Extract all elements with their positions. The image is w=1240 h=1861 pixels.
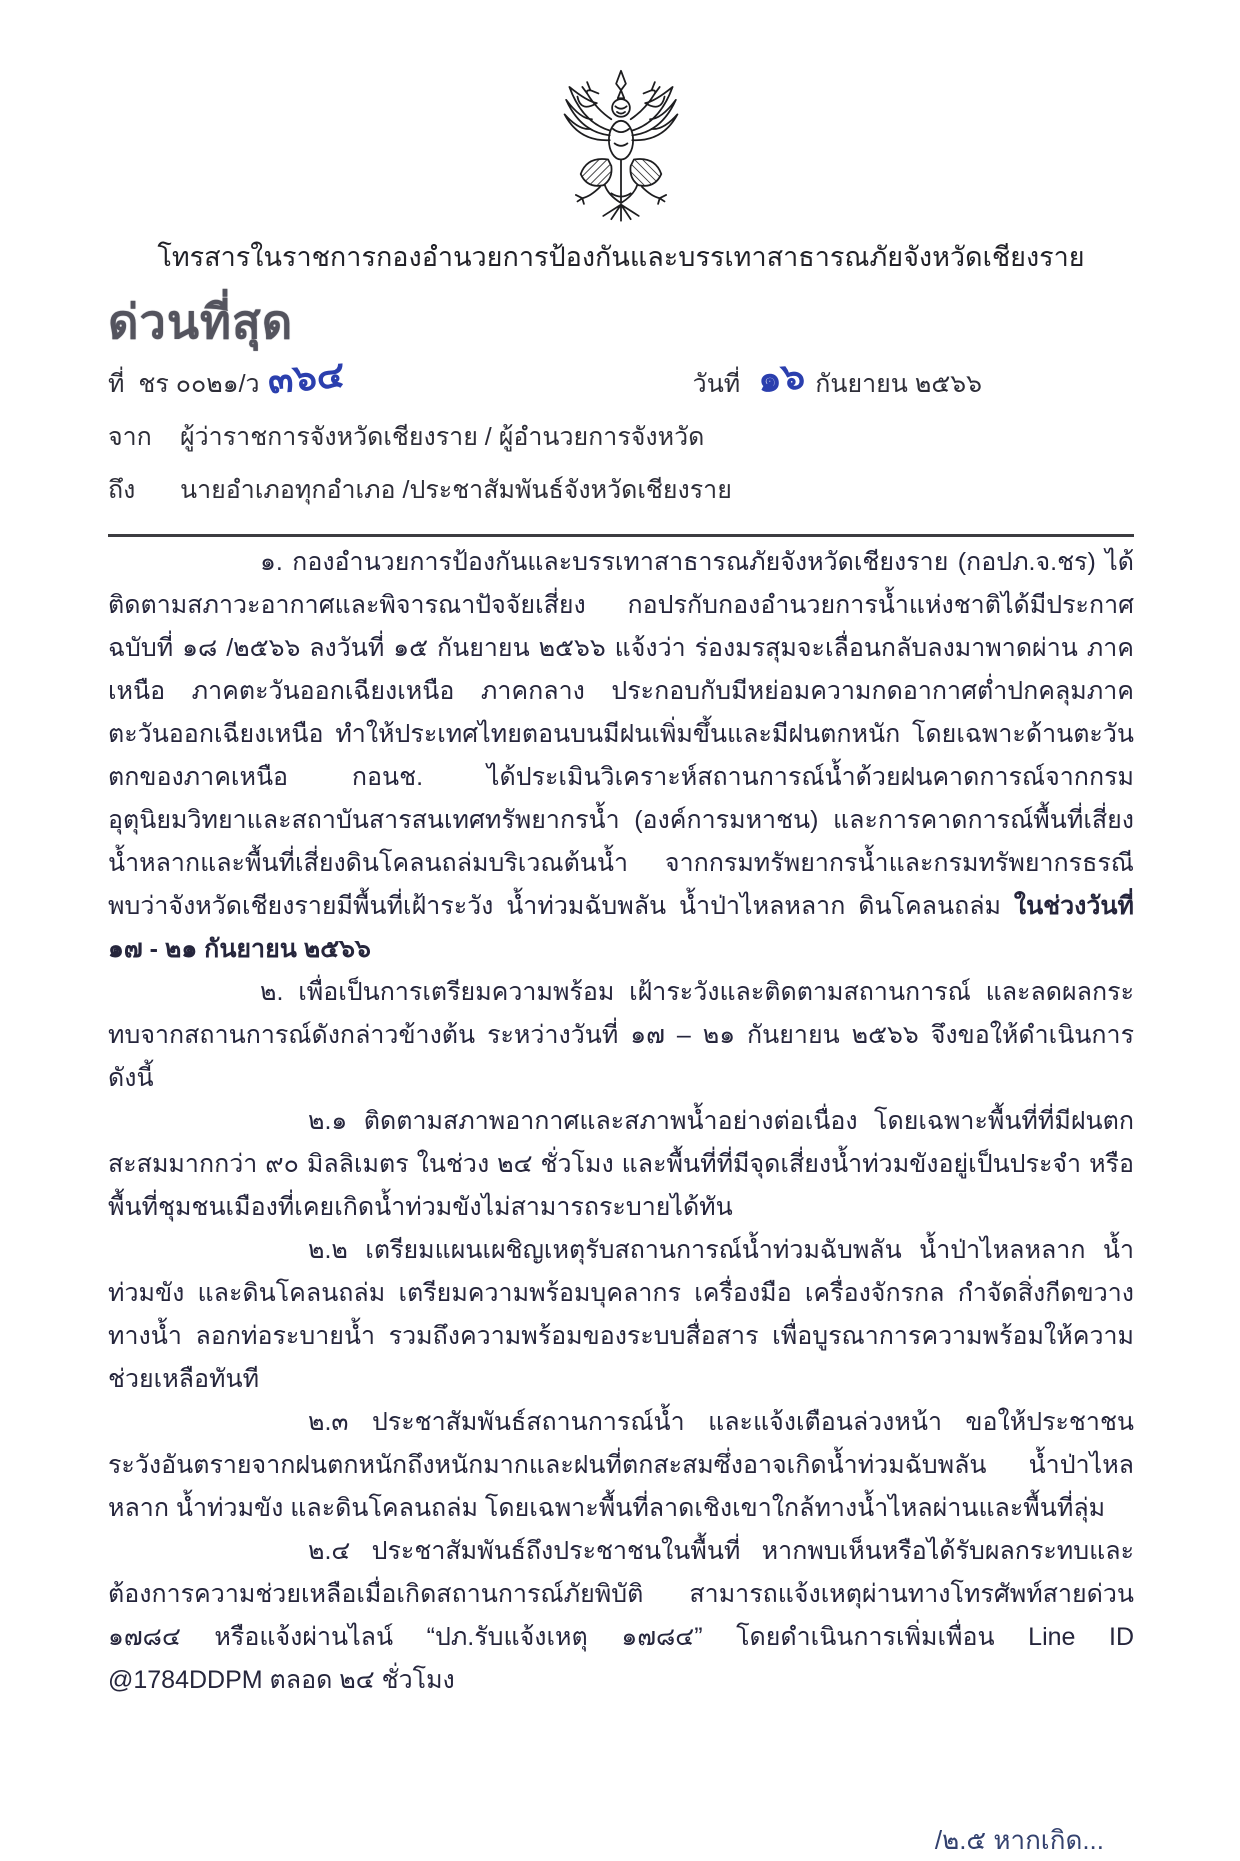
paragraph-1-bold-dates: ในช่วงวันที่ ๑๗ - ๒๑ กันยายน ๒๕๖๖	[108, 892, 1134, 963]
page-continuation-note: /๒.๕ หากเกิด...	[934, 1825, 1104, 1855]
reference-number-label: ที่ ชร ๐๐๒๑/ว	[108, 370, 260, 398]
paragraph-2-2: ๒.๒ เตรียมแผนเผชิญเหตุรับสถานการณ์น้ำท่วมฉับพลัน น้ำป่าไหลหลาก น้ำท่วมขัง และดินโคลนถล่ม เตรียมความพร้อมบุคลากร เครื่องมือ เครื่องจักรกล กำจัดสิ่งกีดขวางทางน้ำ ลอกท่อระบายน้ำ รวมถึงความพร้อมของระบบสื่อสาร เพื่อบูรณาการความพร้อมให้ความช่วยเหลือทันที	[108, 1236, 1134, 1393]
paragraph-1	[108, 541, 1134, 971]
paragraph-2-1: ๒.๑ ติดตามสภาพอากาศและสภาพน้ำอย่างต่อเนื่อง โดยเฉพาะพื้นที่ที่มีฝนตกสะสมมากกว่า ๙๐ มิลลิเมตร ในช่วง ๒๔ ชั่วโมง และพื้นที่ที่มีจุดเสี่ยงน้ำท่วมขังอยู่เป็นประจำ หรือพื้นที่ชุมชนเมืองที่เคยเกิดน้ำท่วมขังไม่สามารถระบายได้ทัน	[108, 1107, 1134, 1221]
header-divider	[108, 534, 1134, 537]
to-label: ถึง	[108, 476, 136, 504]
header-emblem	[108, 66, 1134, 229]
to-row	[108, 470, 1134, 510]
reference-row	[108, 353, 1134, 404]
to-value: นายอำเภอทุกอำเภอ /ประชาสัมพันธ์จังหวัดเชียงราย	[180, 476, 732, 504]
garuda-emblem-icon	[540, 66, 702, 224]
handwritten-reference-number: ๓๖๔	[265, 353, 346, 402]
date-group	[692, 355, 982, 404]
document-title: โทรสารในราชการกองอำนวยการป้องกันและบรรเทาสาธารณภัยจังหวัดเชียงราย	[157, 242, 1085, 272]
date-label: วันที่	[692, 370, 741, 398]
handwritten-day: ๑๖	[756, 355, 807, 400]
paragraph-1-text: ๑. กองอำนวยการป้องกันและบรรเทาสาธารณภัยจังหวัดเชียงราย (กอปภ.จ.ชร) ได้ติดตามสภาวะอากาศและพิจารณาปัจจัยเสี่ยง กอปรกับกองอำนวยการน้ำแห่งชาติได้มีประกาศฉบับที่ ๑๘ /๒๕๖๖ ลงวันที่ ๑๕ กันยายน ๒๕๖๖ แจ้งว่า ร่องมรสุมจะเลื่อนกลับลงมาพาดผ่าน ภาคเหนือ ภาคตะวันออกเฉียงเหนือ ภาคกลาง ประกอบกับมีหย่อมความกดอากาศต่ำปกคลุมภาคตะวันออกเฉียงเหนือ ทำให้ประเทศไทยตอนบนมีฝนเพิ่มขึ้นและมีฝนตกหนัก โดยเฉพาะด้านตะวันตกของภาคเหนือ กอนช. ได้ประเมินวิเคราะห์สถานการณ์น้ำด้วยฝนคาดการณ์จากกรมอุตุนิยมวิทยาและสถาบันสารสนเทศทรัพยากรน้ำ (องค์การมหาชน) และการคาดการณ์พื้นที่เสี่ยงน้ำหลากและพื้นที่เสี่ยงดินโคลนถล่มบริเวณต้นน้ำ จากกรมทรัพยากรน้ำและกรมทรัพยากรธรณี พบว่าจังหวัดเชียงรายมีพื้นที่เฝ้าระวัง น้ำท่วมฉับพลัน น้ำป่าไหลหลาก ดินโคลนถล่ม	[108, 548, 1134, 920]
from-value: ผู้ว่าราชการจังหวัดเชียงราย / ผู้อำนวยการจังหวัด	[180, 423, 705, 451]
from-label: จาก	[108, 423, 152, 451]
paragraph-2-3: ๒.๓ ประชาสัมพันธ์สถานการณ์น้ำ และแจ้งเตือนล่วงหน้า ขอให้ประชาชนระวังอันตรายจากฝนตกหนักถึงหนักมากและฝนที่ตกสะสมซึ่งอาจเกิดน้ำท่วมฉับพลัน น้ำป่าไหลหลาก น้ำท่วมขัง และดินโคลนถล่ม โดยเฉพาะพื้นที่ลาดเชิงเขาใกล้ทางน้ำไหลผ่านและพื้นที่ลุ่ม	[108, 1408, 1134, 1522]
urgency-stamp: ด่วนที่สุด	[108, 295, 294, 348]
paragraph-2-4: ๒.๔ ประชาสัมพันธ์ถึงประชาชนในพื้นที่ หากพบเห็นหรือได้รับผลกระทบและต้องการความช่วยเหลือเมื่อเกิดสถานการณ์ภัยพิบัติ สามารถแจ้งเหตุผ่านทางโทรศัพท์สายด่วน ๑๗๘๔ หรือแจ้งผ่านไลน์ “ปภ.รับแจ้งเหตุ ๑๗๘๔” โดยดำเนินการเพิ่มเพื่อน Line ID @1784DDPM ตลอด ๒๔ ชั่วโมง	[108, 1537, 1134, 1694]
from-row	[108, 417, 1134, 457]
document-body	[108, 541, 1134, 1702]
date-month-year: กันยายน ๒๕๖๖	[815, 370, 982, 398]
paragraph-2: ๒. เพื่อเป็นการเตรียมความพร้อม เฝ้าระวังและติดตามสถานการณ์ และลดผลกระทบจากสถานการณ์ดังกล่าวข้างต้น ระหว่างวันที่ ๑๗ – ๒๑ กันยายน ๒๕๖๖ จึงขอให้ดำเนินการดังนี้	[108, 978, 1134, 1092]
